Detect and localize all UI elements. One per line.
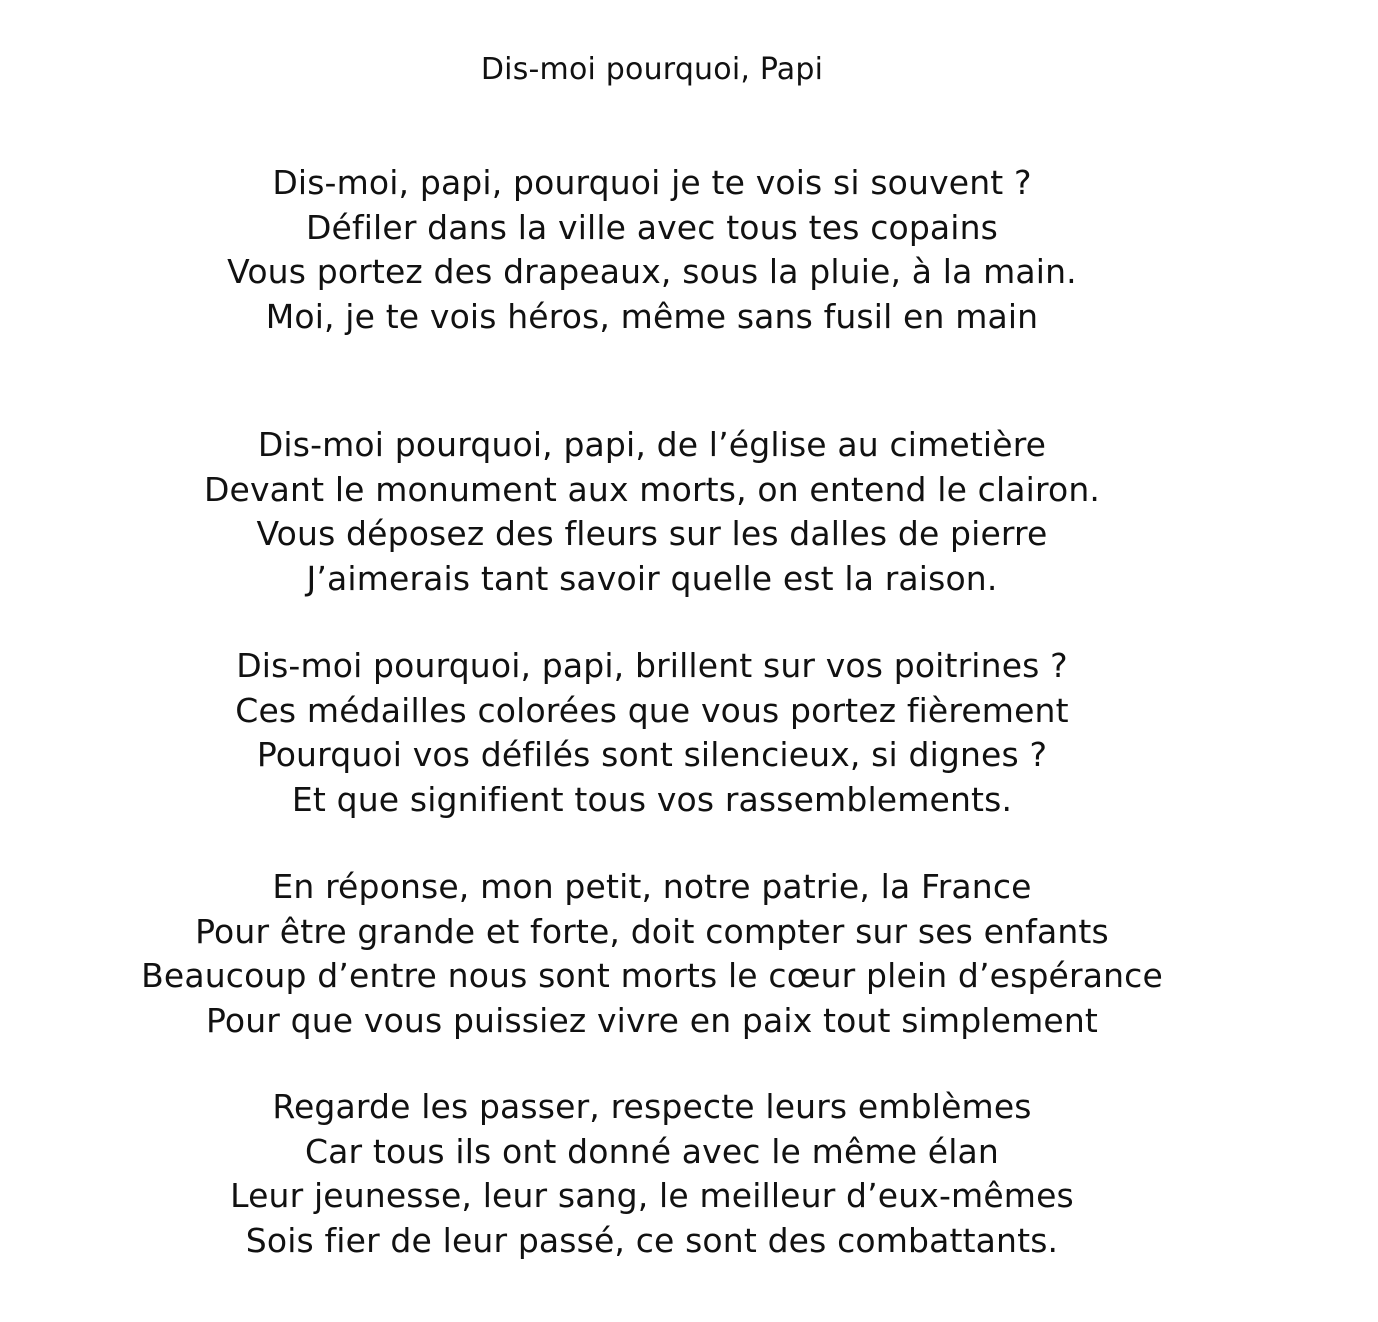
- poem-line: Leur jeunesse, leur sang, le meilleur d’eux-mêmes: [230, 1176, 1074, 1215]
- poem-line: Regarde les passer, respecte leurs emblèmes: [272, 1087, 1032, 1126]
- poem-line: Et que signifient tous vos rassemblements.: [291, 779, 1013, 819]
- poem-line: J’aimerais tant savoir quelle est la raison.: [306, 558, 998, 598]
- stanza-3: [0, 644, 1304, 822]
- poem-line: Pour être grande et forte, doit compter sur ses enfants: [195, 911, 1109, 951]
- poem-line: Dis-moi pourquoi, papi, brillent sur vos poitrines ?: [236, 646, 1068, 685]
- poem-line: Défiler dans la ville avec tous tes copains: [305, 207, 999, 247]
- poem-title: Dis-moi pourquoi, Papi: [480, 52, 824, 87]
- poem-line: Pour que vous puissiez vivre en paix tout simplement: [206, 1000, 1098, 1040]
- poem-line: En réponse, mon petit, notre patrie, la France: [272, 867, 1032, 906]
- stanza-4: [0, 865, 1304, 1043]
- poem-line: Beaucoup d’entre nous sont morts le cœur plein d’espérance: [141, 956, 1163, 995]
- stanza-5: [0, 1085, 1304, 1263]
- poem-line: Dis-moi pourquoi, papi, de l’église au cimetière: [257, 425, 1047, 464]
- poem-line: Moi, je te vois héros, même sans fusil en main: [265, 296, 1039, 336]
- poem-line: Dis-moi, papi, pourquoi je te vois si souvent ?: [272, 163, 1032, 202]
- stanza-2: [0, 423, 1304, 601]
- poem-line: Ces médailles colorées que vous portez fièrement: [235, 690, 1069, 730]
- poem-line: Sois fier de leur passé, ce sont des combattants.: [245, 1220, 1059, 1260]
- poem-line: Vous déposez des fleurs sur les dalles de pierre: [256, 514, 1048, 553]
- poem-line: Car tous ils ont donné avec le même élan: [304, 1131, 999, 1171]
- poem-line: Pourquoi vos défilés sont silencieux, si dignes ?: [256, 735, 1048, 774]
- poem-line: Vous portez des drapeaux, sous la pluie, à la main.: [227, 252, 1077, 291]
- poem-line: Devant le monument aux morts, on entend le clairon.: [203, 469, 1101, 509]
- stanza-1: [0, 161, 1304, 339]
